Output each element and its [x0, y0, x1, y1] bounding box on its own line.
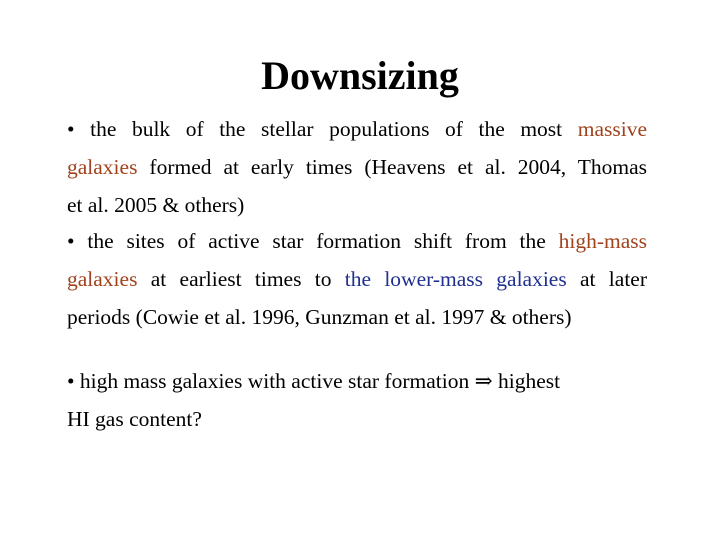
bullet-2-text: the sites of active star formation shift from the — [87, 229, 546, 253]
bullet-3 — [67, 362, 647, 438]
bullet-2-line-1 — [67, 222, 647, 260]
bullet-1-line-3: et al. 2005 & others) — [67, 193, 245, 217]
bullet-marker: • — [67, 117, 75, 141]
bullet-2 — [67, 222, 647, 336]
bullet-1-text: the bulk of the stellar populations of the most — [90, 117, 563, 141]
bullet-1-line-1 — [67, 110, 647, 148]
bullet-3-text: high mass galaxies with active star formation — [79, 369, 470, 393]
bullet-1-highlight: massive — [577, 117, 648, 141]
bullet-2-text: at earliest times to — [150, 267, 332, 291]
bullet-3-line-2: HI gas content? — [67, 407, 202, 431]
bullet-marker: • — [67, 369, 75, 393]
bullet-1-highlight: galaxies — [67, 155, 138, 179]
bullet-2-highlight: galaxies — [67, 267, 138, 291]
bullet-3-line-1 — [67, 362, 647, 400]
bullet-1-text: formed at early times (Heavens et al. 2004, Thomas — [149, 155, 647, 179]
bullet-2-text: at later — [580, 267, 647, 291]
slide-title: Downsizing — [261, 53, 459, 98]
bullet-3-text: highest — [497, 369, 561, 393]
implies-arrow-icon: ⇒ — [474, 369, 493, 393]
bullet-1-line-2 — [67, 148, 647, 186]
bullet-2-line-2 — [67, 260, 647, 298]
bullet-marker: • — [67, 229, 75, 253]
bullet-2-highlight: high-mass — [558, 229, 647, 253]
bullet-2-highlight-blue: the lower-mass galaxies — [344, 267, 567, 291]
bullet-1 — [67, 110, 647, 224]
bullet-2-line-3: periods (Cowie et al. 1996, Gunzman et al. 1997 & others) — [67, 305, 572, 329]
